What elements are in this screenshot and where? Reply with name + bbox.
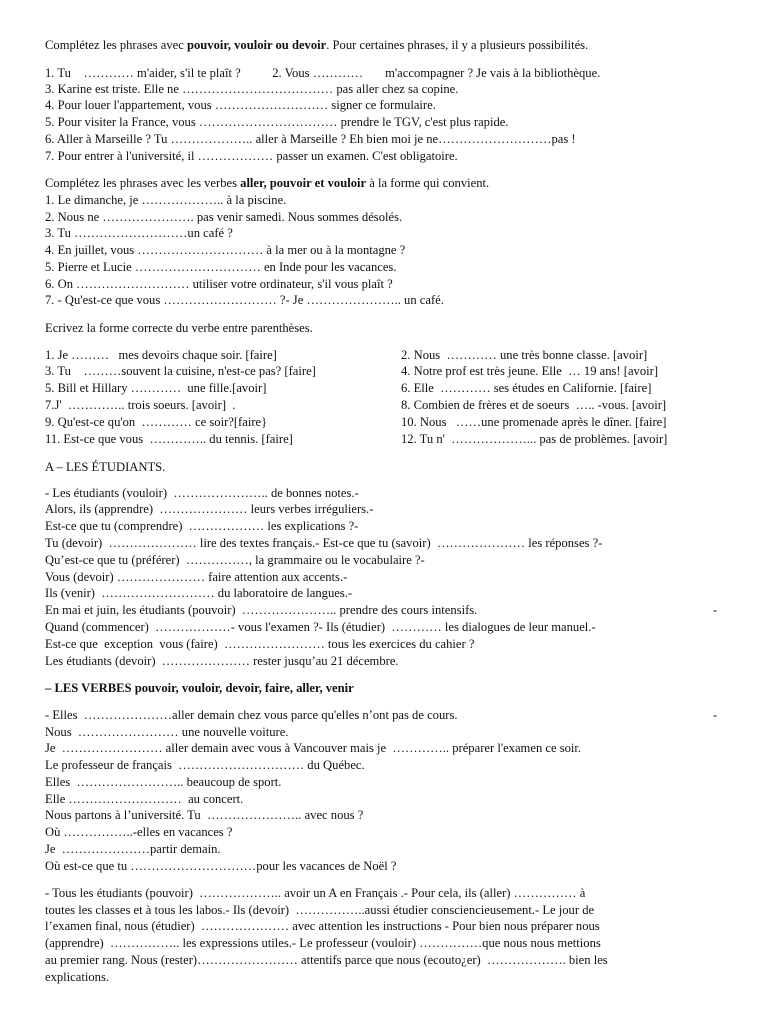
exercise6-line: explications. <box>45 970 110 984</box>
exercise4-line: En mai et juin, les étudiants (pouvoir) ………………….. prendre des cours intensifs. <box>45 603 478 617</box>
exercise3-left-item: 3. Tu ………souvent la cuisine, n'est-ce pas? [faire] <box>45 364 316 378</box>
exercise5-line: Où est-ce que tu …………………………pour les vacances de Noël ? <box>45 859 397 873</box>
exercise6-line: au premier rang. Nous (rester)…………………… attentifs parce que nous (ecouto¿er) ………………. bien les <box>45 953 608 967</box>
exercise6-line: l’examen final, nous (étudier) ………………… avec attention les instructions - Pour bien nous préparer nous <box>45 919 600 933</box>
exercise4-line: Tu (devoir) ………………… lire des textes français.- Est-ce que tu (savoir) ………………… les réponses ?- <box>45 536 603 550</box>
exercise3-right-item: 10. Nous ……une promenade après le dîner. [faire] <box>401 415 667 429</box>
exercise3-right-item: 4. Notre prof est très jeune. Elle … 19 ans! [avoir] <box>401 364 659 378</box>
exercise4-line: - Les étudiants (vouloir) ………………….. de bonnes notes.- <box>45 486 359 500</box>
exercise1-line: 4. Pour louer l'appartement, vous ……………………… signer ce formulaire. <box>45 98 436 112</box>
exercise4-trailing-dash: - <box>713 603 718 617</box>
exercise4-line: Ils (venir) ……………………… du laboratoire de langues.- <box>45 586 353 600</box>
exercise1-line: 1. Tu ………… m'aider, s'il te plaît ? 2. Vous ………… m'accompagner ? Je vais à la bibliothèque. <box>45 66 601 80</box>
section2-instructions: Complétez les phrases avec les verbes aller, pouvoir et vouloir à la forme qui convient. <box>45 176 490 190</box>
exercise3-right-item: 12. Tu n' ………………... pas de problèmes. [avoir] <box>401 432 668 446</box>
exercise4-line: Alors, ils (apprendre) ………………… leurs verbes irréguliers.- <box>45 502 374 516</box>
exercise3-left-item: 5. Bill et Hillary ………… une fille.[avoir] <box>45 381 267 395</box>
exercise2-line: 6. On ……………………… utiliser votre ordinateur, s'il vous plaît ? <box>45 277 393 291</box>
exercise5-line: Elles …………………….. beaucoup de sport. <box>45 775 282 789</box>
exercise3-left-item: 9. Qu'est-ce qu'on ………… ce soir?[faire} <box>45 415 268 429</box>
section1-instructions: Complétez les phrases avec pouvoir, vouloir ou devoir. Pour certaines phrases, il y a plusieurs possibilités. <box>45 38 589 52</box>
exercise4-line: Quand (commencer) ………………- vous l'examen ?- Ils (étudier) ………… les dialogues de leur manuel.- <box>45 620 596 634</box>
exercise5-line: Je …………………partir demain. <box>45 842 221 856</box>
exercise2-line: 4. En juillet, vous ………………………… à la mer ou à la montagne ? <box>45 243 406 257</box>
exercise4-line: Est-ce que tu (comprendre) ……………… les explications ?- <box>45 519 359 533</box>
exercise3-right-item: 8. Combien de frères et de soeurs ….. -vous. [avoir] <box>401 398 667 412</box>
exercise3-left-item: 1. Je ……… mes devoirs chaque soir. [faire] <box>45 348 277 362</box>
section5-title: – LES VERBES pouvoir, vouloir, devoir, faire, aller, venir <box>45 681 354 695</box>
exercise4-line: Les étudiants (devoir) ………………… rester jusqu’au 21 décembre. <box>45 654 399 668</box>
exercise5-line: Nous …………………… une nouvelle voiture. <box>45 725 289 739</box>
exercise1-line: 6. Aller à Marseille ? Tu ……………….. aller à Marseille ? Eh bien moi je ne………………………pas ! <box>45 132 576 146</box>
exercise5-line: - Elles …………………aller demain chez vous parce qu'elles n’ont pas de cours. <box>45 708 458 722</box>
exercise6-line: - Tous les étudiants (pouvoir) ……………….. avoir un A en Français .- Pour cela, ils (aller) …………… à <box>45 886 586 900</box>
exercise5-trailing-dash: - <box>713 708 718 722</box>
exercise6-line: toutes les classes et à tous les labos.- Ils (devoir) ……………..aussi étudier consciencieusement.- Le jour de <box>45 903 595 917</box>
exercise3-right-item: 6. Elle ………… ses études en Californie. [faire] <box>401 381 652 395</box>
exercise2-line: 2. Nous ne …………………. pas venir samedi. Nous sommes désolés. <box>45 210 403 224</box>
exercise2-line: 1. Le dimanche, je ……………….. à la piscine. <box>45 193 287 207</box>
exercise1-line: 5. Pour visiter la France, vous …………………………… prendre le TGV, c'est plus rapide. <box>45 115 509 129</box>
exercise6-line: (apprendre) …………….. les expressions utiles.- Le professeur (vouloir) ……………que nous nous mettions <box>45 936 601 950</box>
exercise2-line: 5. Pierre et Lucie ………………………… en Inde pour les vacances. <box>45 260 397 274</box>
section3-instructions: Ecrivez la forme correcte du verbe entre parenthèses. <box>45 321 313 335</box>
exercise3-left-item: 11. Est-ce que vous ………….. du tennis. [faire] <box>45 432 293 446</box>
exercise5-line: Nous partons à l’université. Tu ………………….. avec nous ? <box>45 808 364 822</box>
exercise4-line: Vous (devoir) ………………… faire attention aux accents.- <box>45 570 348 584</box>
exercise3-right-item: 2. Nous ………… une très bonne classe. [avoir] <box>401 348 648 362</box>
exercise2-line: 7. - Qu'est-ce que vous ……………………… ?- Je ………………….. un café. <box>45 293 444 307</box>
exercise5-line: Elle ……………………… au concert. <box>45 792 244 806</box>
exercise5-line: Où ……………..-elles en vacances ? <box>45 825 233 839</box>
exercise1-line: 7. Pour entrer à l'université, il ……………… passer un examen. C'est obligatoire. <box>45 149 458 163</box>
exercise4-line: Est-ce que exception vous (faire) …………………… tous les exercices du cahier ? <box>45 637 475 651</box>
exercise4-line: Qu’est-ce que tu (préférer) ……………, la grammaire ou le vocabulaire ?- <box>45 553 425 567</box>
section4-title: A – LES ÉTUDIANTS. <box>45 460 166 474</box>
exercise2-line: 3. Tu ………………………un café ? <box>45 226 233 240</box>
exercise1-line: 3. Karine est triste. Elle ne ……………………………… pas aller chez sa copine. <box>45 82 459 96</box>
exercise3-left-item: 7.J' ………….. trois soeurs. [avoir] . <box>45 398 236 412</box>
exercise5-line: Le professeur de français ………………………… du Québec. <box>45 758 365 772</box>
exercise5-line: Je …………………… aller demain avec vous à Vancouver mais je ………….. préparer l'examen ce soir. <box>45 741 582 755</box>
